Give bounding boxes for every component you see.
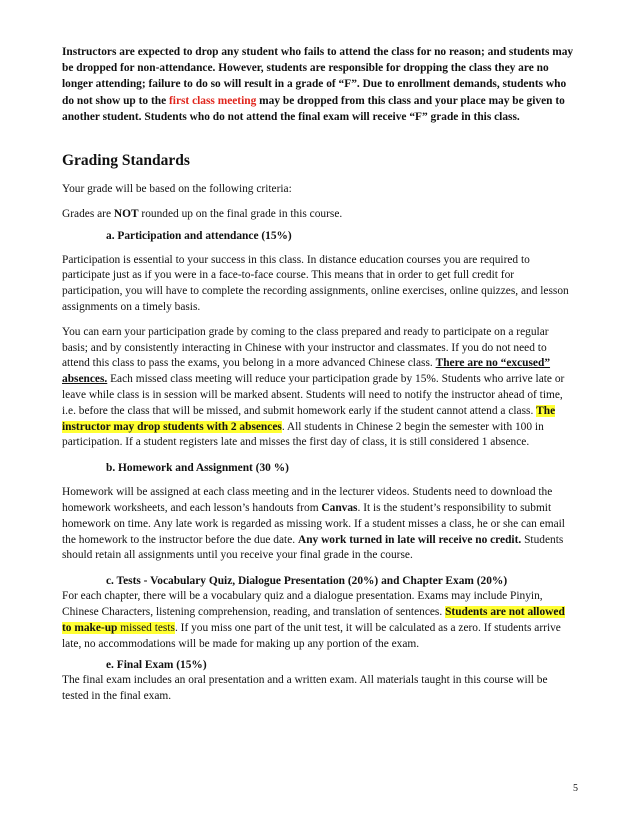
- page-number: 5: [573, 783, 578, 794]
- section-b-para-mid: . It is the student’s responsibility to submit homework on time. Any late work is regarded as missing work. If a student misses a class, he or she can email the homework to the instructor before the due date.: [62, 501, 565, 546]
- intro-text-1: Instructors are expected to drop any student who fails to attend the class for no reason; and students may be dropped for non-attendance. However, students are responsible for dropping the class they are no longer attending; failure to do so will result in a grade of “F”. Due to enrollment demands, students who do not show up to the: [62, 46, 574, 107]
- section-b-heading: b. Homework and Assignment (30 %): [106, 462, 289, 475]
- intro-paragraph: [62, 44, 576, 125]
- section-b-para-start: Homework will be assigned at each class meeting and in the lecturer videos. Students need to download the homework worksheets, and each lesson’s handouts from: [62, 486, 553, 514]
- section-c-para-end: . If you miss one part of the unit test, it will be calculated as a zero. If students arrive late, no accommodations will be made for making up any portion of the exam.: [62, 621, 561, 650]
- section-e-heading: e. Final Exam (15%): [106, 659, 207, 672]
- late-work-no-credit: Any work turned in late will receive no credit.: [297, 533, 522, 546]
- section-e-para: The final exam includes an oral presentation and a written exam. All materials taught in this course will be tested in the final exam.: [62, 674, 548, 703]
- section-a-para2-mid: Each missed class meeting will reduce your participation grade by 15%. Students who arrive late or leave while class is in session will be marked absent. Students will need to notify the instructor ahead of time, i.e. before the class that will be missed, and submit homework early if the student cannot attend a class.: [62, 373, 565, 417]
- section-c-para-start: For each chapter, there will be a vocabulary quiz and a dialogue presentation. Exams may include Pinyin, Chinese Characters, listening comprehension, reading, and translation of sentences.: [62, 590, 543, 618]
- no-excused-absences: There are no “excused” absences.: [62, 357, 551, 386]
- section-c-heading: c. Tests - Vocabulary Quiz, Dialogue Presentation (20%) and Chapter Exam (20%): [106, 575, 508, 588]
- grading-standards-heading: Grading Standards: [62, 152, 190, 170]
- section-a-heading: a. Participation and attendance (15%): [106, 229, 292, 242]
- drop-students-highlight: The instructor may drop students with 2 absences: [62, 404, 556, 433]
- no-makeup-highlight: Students are not allowed to make-up: [62, 605, 565, 634]
- missed-tests-highlight: missed tests: [117, 621, 175, 634]
- canvas-text: Canvas: [321, 501, 358, 514]
- rounding-line: [62, 207, 576, 223]
- section-a-para1: Participation is essential to your success in this class. In distance education courses you are required to participate just as if you were in a face-to-face course. This means that in order to get full credit for participation, you will have to complete the recording assignments, online exercises, online quizzes, and lesson assignments on a timely basis.: [62, 253, 569, 313]
- intro-text-2: may be dropped from this class and your place may be given to another student. Students who do not attend the final exam will receive “F” grade in this class.: [62, 94, 565, 123]
- section-c-para: [62, 589, 576, 652]
- criteria-line: Your grade will be based on the following criteria:: [62, 183, 292, 196]
- section-b-para: [62, 485, 576, 564]
- section-a-para2-end: . All students in Chinese 2 begin the semester with 100 in participation. If a student registers late and misses the first day of class, it is still considered 1 absence.: [62, 420, 544, 449]
- rounding-text-before: Grades are: [62, 207, 114, 220]
- section-b-para-end: Students should retain all assignments until you receive your final grade in the course.: [62, 533, 564, 562]
- section-a-para2-start: You can earn your participation grade by coming to the class prepared and ready to participate on a regular basis; and by consistently interacting in Chinese with your instructor and classmates. If you do not need to attend this class to pass the exams, you belong in a more advanced Chinese class.: [62, 325, 549, 370]
- first-class-meeting-highlight: first class meeting: [168, 94, 257, 107]
- rounding-not: NOT: [113, 207, 139, 220]
- section-a-para2: [62, 325, 576, 451]
- rounding-text-after: rounded up on the final grade in this course.: [138, 207, 343, 220]
